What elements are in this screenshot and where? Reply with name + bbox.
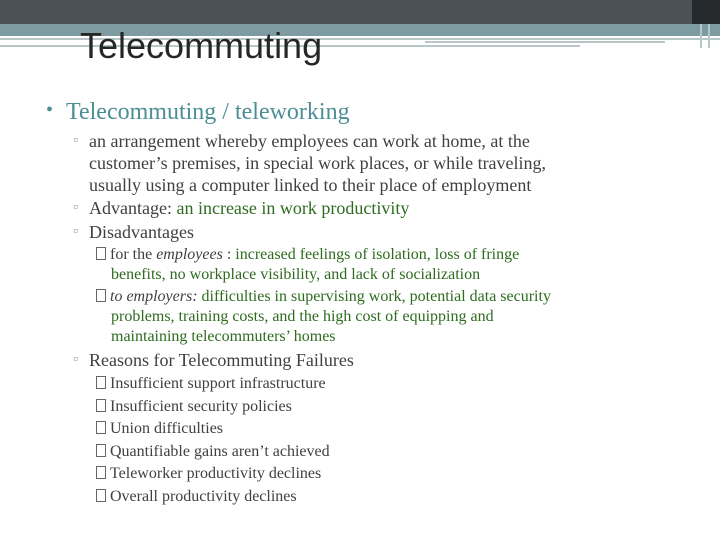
- header-divider: [708, 24, 710, 48]
- failure-text: Union difficulties: [110, 420, 224, 437]
- checkbox-square-icon: [96, 247, 106, 260]
- employees-sep: :: [222, 246, 236, 263]
- employers-item: [96, 287, 676, 347]
- disadvantages-bullet: [73, 221, 679, 243]
- employees-prefix: for the: [110, 246, 157, 263]
- checkbox-square-icon: [96, 289, 106, 302]
- checkbox-square-icon: [96, 421, 106, 434]
- checkbox-square-icon: [96, 466, 106, 479]
- top-dark-band: [0, 0, 720, 24]
- employers-line: problems, training costs, and the high cost of equipping and: [111, 308, 494, 325]
- definition-bullet: [73, 130, 679, 196]
- definition-line: usually using a computer linked to their place of employment: [89, 175, 532, 195]
- top-right-block: [692, 0, 720, 24]
- bullet-dot-icon: •: [46, 99, 54, 121]
- list-item: [96, 373, 676, 396]
- advantage-bullet: [73, 197, 679, 219]
- bullet-square-icon: ▫: [73, 133, 78, 148]
- heading-text: Telecommuting / teleworking: [66, 99, 350, 125]
- header-divider: [700, 24, 702, 48]
- bullet-square-icon: ▫: [73, 224, 78, 239]
- employees-line: benefits, no workplace visibility, and lack of socialization: [111, 266, 481, 283]
- advantage-text: an increase in work productivity: [176, 198, 410, 218]
- checkbox-square-icon: [96, 444, 106, 457]
- list-item: [96, 441, 676, 464]
- slide-title: Telecommuting: [80, 25, 323, 66]
- checkbox-square-icon: [96, 489, 106, 502]
- checkbox-square-icon: [96, 399, 106, 412]
- definition-line: customer’s premises, in special work places, or while traveling,: [89, 153, 547, 173]
- checkbox-square-icon: [96, 376, 106, 389]
- employees-who: employees: [156, 246, 223, 263]
- list-item: [96, 418, 676, 441]
- failures-label: Reasons for Telecommuting Failures: [89, 350, 354, 370]
- failure-text: Insufficient support infrastructure: [110, 375, 326, 392]
- heading-bullet: [46, 99, 350, 126]
- employers-line: difficulties in supervising work, potential data security: [201, 288, 551, 305]
- failure-text: Overall productivity declines: [110, 487, 297, 505]
- employers-who: to employers:: [110, 288, 202, 305]
- list-item: [96, 463, 676, 486]
- advantage-label: Advantage:: [89, 198, 177, 218]
- employers-line: maintaining telecommuters’ homes: [111, 328, 336, 345]
- failures-bullet: [73, 349, 679, 371]
- header-strip: [425, 41, 665, 43]
- list-item: [96, 486, 676, 509]
- failure-text: Quantifiable gains aren’t achieved: [110, 442, 330, 460]
- disadvantages-label: Disadvantages: [89, 222, 194, 242]
- failure-text: Insufficient security policies: [110, 397, 292, 415]
- failure-text: Teleworker productivity declines: [110, 465, 322, 482]
- bullet-square-icon: ▫: [73, 352, 78, 367]
- bullet-square-icon: ▫: [73, 200, 78, 215]
- failures-list: [96, 373, 676, 508]
- employees-item: [96, 245, 676, 285]
- list-item: [96, 396, 676, 419]
- definition-line: an arrangement whereby employees can work at home, at the: [89, 131, 530, 151]
- employees-line: increased feelings of isolation, loss of fringe: [235, 246, 520, 263]
